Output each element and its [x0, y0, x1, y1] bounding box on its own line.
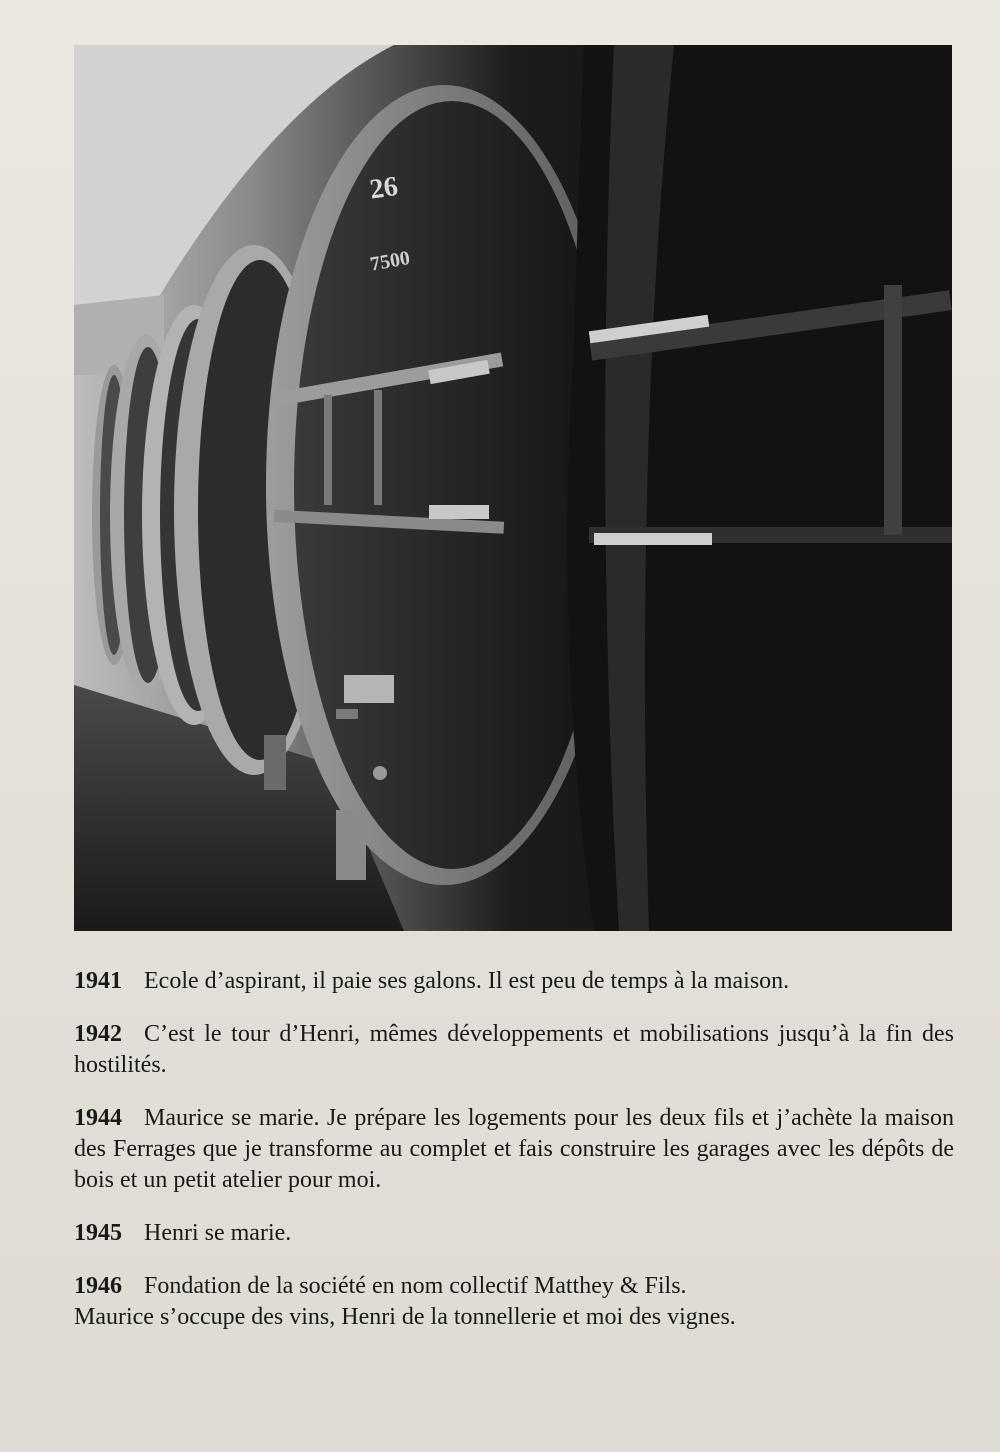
entry-year: 1941 [74, 968, 122, 994]
entry-text: Ecole d’aspirant, il paie ses galons. Il est peu de temps à la maison. [144, 968, 790, 994]
wine-barrels-photo [74, 45, 952, 931]
entry-text: C’est le tour d’Henri, mêmes développements et mobilisations jusqu’à la fin des hostilités. [74, 1021, 954, 1078]
cellar-image [74, 45, 952, 931]
entry-1944 [74, 1103, 954, 1196]
barrel-number: 26 [367, 170, 400, 206]
entry-text: Maurice se marie. Je prépare les logements pour les deux fils et j’achète la maison des Ferrages que je transforme au complet et fais construire les garages avec les dépôts de bois et un petit atelier pour moi. [74, 1105, 954, 1193]
entry-text: Fondation de la société en nom collectif Matthey & Fils. [144, 1273, 687, 1299]
barrel-capacity: 7500 [368, 247, 412, 276]
entry-year: 1944 [74, 1105, 122, 1131]
entry-year: 1946 [74, 1273, 122, 1299]
entry-1946 [74, 1271, 954, 1333]
entry-year: 1942 [74, 1021, 122, 1047]
entry-1941 [74, 966, 954, 997]
entry-text-continued: Maurice s’occupe des vins, Henri de la tonnellerie et moi des vignes. [74, 1304, 736, 1330]
entry-1945 [74, 1218, 954, 1249]
entry-1942 [74, 1019, 954, 1081]
entry-text: Henri se marie. [144, 1220, 292, 1246]
entry-year: 1945 [74, 1220, 122, 1246]
chronology [74, 966, 954, 1355]
